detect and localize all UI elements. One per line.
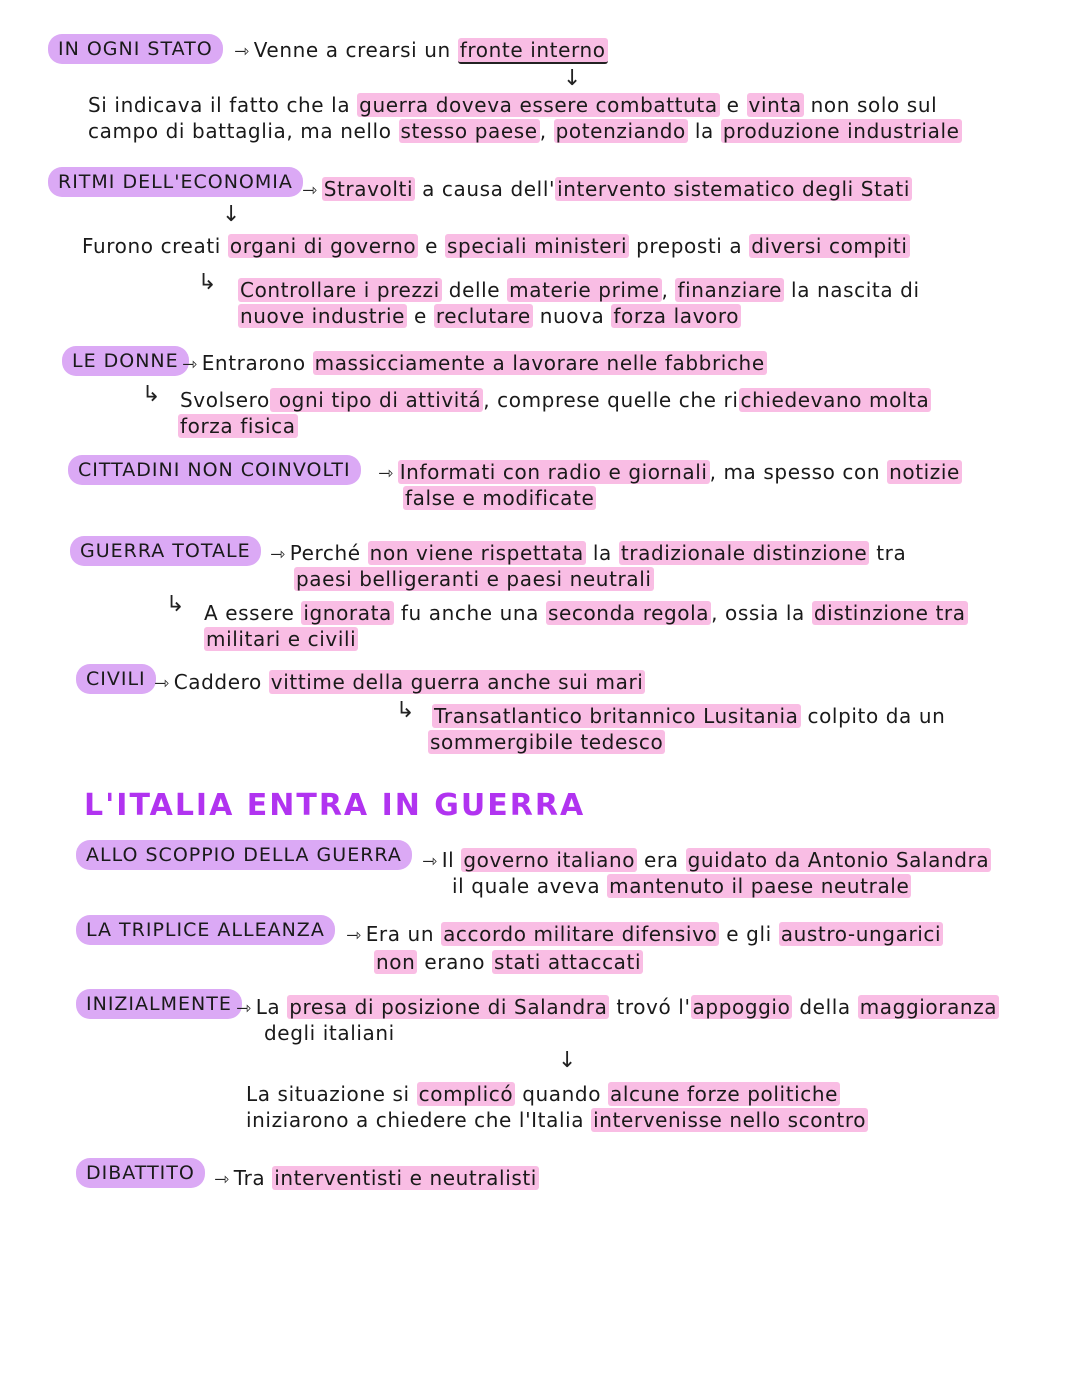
highlight: non: [376, 950, 416, 974]
line: [246, 1107, 868, 1133]
text: Si indicava il fatto che la: [88, 93, 358, 117]
highlight: sommergibile tedesco: [430, 730, 664, 754]
hook-arrow-icon: ↳: [396, 698, 415, 723]
arrow-right-icon: ⇾: [346, 925, 362, 946]
line: [238, 303, 741, 329]
arrow-down-icon: ↓: [563, 66, 582, 91]
arrow-right-icon: ⇾: [182, 354, 198, 375]
text: e: [719, 93, 747, 117]
highlight: complicó: [418, 1082, 514, 1106]
label-ritmi-economia: RITMI DELL'ECONOMIA: [48, 167, 303, 197]
text: ,: [661, 278, 676, 302]
text: a causa dell': [415, 177, 556, 201]
line: [88, 118, 962, 144]
label-civili: CIVILI: [76, 664, 156, 694]
highlight: intervento sistematico degli Stati: [557, 177, 910, 201]
text: La situazione si: [246, 1082, 417, 1106]
line: [204, 600, 968, 626]
highlight: guerra doveva essere combattuta: [359, 93, 718, 117]
label-in-ogni-stato: IN OGNI STATO: [48, 34, 223, 64]
highlight: materie prime: [509, 278, 660, 302]
highlight: Transatlantico britannico Lusitania: [434, 704, 799, 728]
line: [264, 1020, 395, 1046]
arrow-down-icon: ↓: [222, 202, 241, 227]
highlight: militari e civili: [206, 627, 357, 651]
label-triplice: LA TRIPLICE ALLEANZA: [76, 915, 335, 945]
text: delle: [441, 278, 508, 302]
highlight: speciali ministeri: [447, 234, 628, 258]
label-inizialmente: INIZIALMENTE: [76, 989, 242, 1019]
highlight: finanziare: [677, 278, 783, 302]
text: degli italiani: [264, 1021, 395, 1045]
line: [234, 994, 999, 1022]
text: , ossia la: [711, 601, 812, 625]
line: [376, 459, 962, 487]
label-guerra-totale: GUERRA TOTALE: [70, 536, 261, 566]
highlight: mantenuto il paese neutrale: [609, 874, 910, 898]
text: quando: [515, 1082, 608, 1106]
text: era: [637, 848, 686, 872]
text: campo di battaglia, ma nello: [88, 119, 399, 143]
text: Furono creati: [82, 234, 228, 258]
label-le-donne: LE DONNE: [62, 346, 189, 376]
text: Svolsero: [180, 388, 270, 412]
line: [344, 921, 943, 949]
text: La: [255, 995, 288, 1019]
line-fronte-interno: [232, 37, 608, 65]
line: [420, 847, 991, 875]
highlight: diversi compiti: [751, 234, 908, 258]
label-cittadini: CITTADINI NON COINVOLTI: [68, 455, 361, 485]
text: e: [407, 304, 434, 328]
text: nuova: [532, 304, 612, 328]
text: Il: [441, 848, 462, 872]
text: la: [687, 119, 721, 143]
arrow-right-icon: ⇾: [270, 544, 286, 565]
text: Tra: [233, 1166, 273, 1190]
highlight: ogni tipo di attivitá: [271, 388, 482, 412]
text: A essere: [204, 601, 302, 625]
highlight: false e modificate: [405, 486, 595, 510]
text: Entrarono: [201, 351, 313, 375]
arrow-right-icon: ⇾: [154, 673, 170, 694]
highlight: non viene rispettata: [369, 541, 584, 565]
text: la: [585, 541, 619, 565]
highlight: governo italiano: [463, 848, 636, 872]
highlight: Controllare i prezzi: [240, 278, 440, 302]
label-dibattito: DIBATTITO: [76, 1158, 205, 1188]
hook-arrow-icon: ↳: [198, 270, 217, 295]
highlight: accordo militare difensivo: [443, 922, 718, 946]
text: Caddero: [173, 670, 269, 694]
hook-arrow-icon: ↳: [142, 382, 161, 407]
text: erano: [417, 950, 493, 974]
highlight: nuove industrie: [240, 304, 406, 328]
hook-arrow-icon: ↳: [166, 592, 185, 617]
text: ,: [539, 119, 554, 143]
arrow-down-icon: ↓: [558, 1048, 577, 1073]
highlight: forza lavoro: [613, 304, 740, 328]
highlight: interventisti e neutralisti: [274, 1166, 537, 1190]
line: [180, 350, 767, 378]
highlight: notizie: [889, 460, 960, 484]
line: [88, 92, 937, 118]
text: fu anche una: [393, 601, 546, 625]
highlight: Informati con radio e giornali: [399, 460, 708, 484]
text: Venne a crearsi un: [253, 38, 458, 62]
highlight: organi di governo: [229, 234, 417, 258]
line: [212, 1165, 539, 1193]
highlight: ignorata: [303, 601, 392, 625]
text: la nascita di: [784, 278, 920, 302]
line: [204, 626, 358, 652]
highlight: intervenisse nello scontro: [593, 1108, 867, 1132]
text: iniziarono a chiedere che l'Italia: [246, 1108, 592, 1132]
line: [294, 566, 654, 592]
highlight: vittime della guerra anche sui mari: [270, 670, 644, 694]
line: [180, 387, 931, 413]
line: [246, 1081, 840, 1107]
highlight: stesso paese: [400, 119, 538, 143]
text: Era un: [365, 922, 442, 946]
text: non solo sul: [803, 93, 938, 117]
line: [82, 233, 910, 259]
text: il quale aveva: [452, 874, 608, 898]
arrow-right-icon: ⇾: [236, 998, 252, 1019]
line: [374, 949, 643, 975]
line: [452, 873, 911, 899]
line: [238, 277, 920, 303]
highlight: massicciamente a lavorare nelle fabbriche: [314, 351, 765, 375]
line: [178, 413, 298, 439]
arrow-right-icon: ⇾: [378, 463, 394, 484]
highlight: austro-ungarici: [780, 922, 942, 946]
line: [403, 485, 596, 511]
text: colpito da un: [800, 704, 946, 728]
highlight: stati attaccati: [494, 950, 642, 974]
highlight: alcune forze politiche: [609, 1082, 839, 1106]
highlight: reclutare: [435, 304, 531, 328]
text: Perché: [289, 541, 368, 565]
highlight: appoggio: [692, 995, 791, 1019]
text: trovó l': [609, 995, 691, 1019]
text: preposti a: [629, 234, 750, 258]
line: [432, 703, 945, 729]
line: [300, 176, 912, 204]
arrow-right-icon: ⇾: [234, 41, 250, 62]
highlight: tradizionale distinzione: [620, 541, 868, 565]
highlight: distinzione tra: [813, 601, 966, 625]
line: [428, 729, 665, 755]
highlight: potenziando: [555, 119, 686, 143]
text: , ma spesso con: [709, 460, 888, 484]
highlight: guidato da Antonio Salandra: [687, 848, 990, 872]
text: e: [418, 234, 446, 258]
highlight: vinta: [748, 93, 802, 117]
highlight: seconda regola: [547, 601, 710, 625]
text: tra: [869, 541, 907, 565]
arrow-right-icon: ⇾: [302, 180, 318, 201]
label-scoppio: ALLO SCOPPIO DELLA GUERRA: [76, 840, 412, 870]
text: della: [792, 995, 858, 1019]
highlight: fronte interno: [459, 38, 606, 62]
line: [268, 540, 906, 568]
highlight: maggioranza: [859, 995, 998, 1019]
text: e gli: [719, 922, 779, 946]
text: , comprese quelle che ri: [483, 388, 739, 412]
highlight: produzione industriale: [722, 119, 960, 143]
highlight: presa di posizione di Salandra: [289, 995, 608, 1019]
arrow-right-icon: ⇾: [214, 1169, 230, 1190]
highlight: forza fisica: [180, 414, 296, 438]
highlight: paesi belligeranti e paesi neutrali: [296, 567, 652, 591]
line: [152, 669, 645, 697]
highlight: chiedevano molta: [740, 388, 930, 412]
arrow-right-icon: ⇾: [422, 851, 438, 872]
section-title: L'ITALIA ENTRA IN GUERRA: [84, 788, 586, 823]
highlight: Stravolti: [323, 177, 414, 201]
